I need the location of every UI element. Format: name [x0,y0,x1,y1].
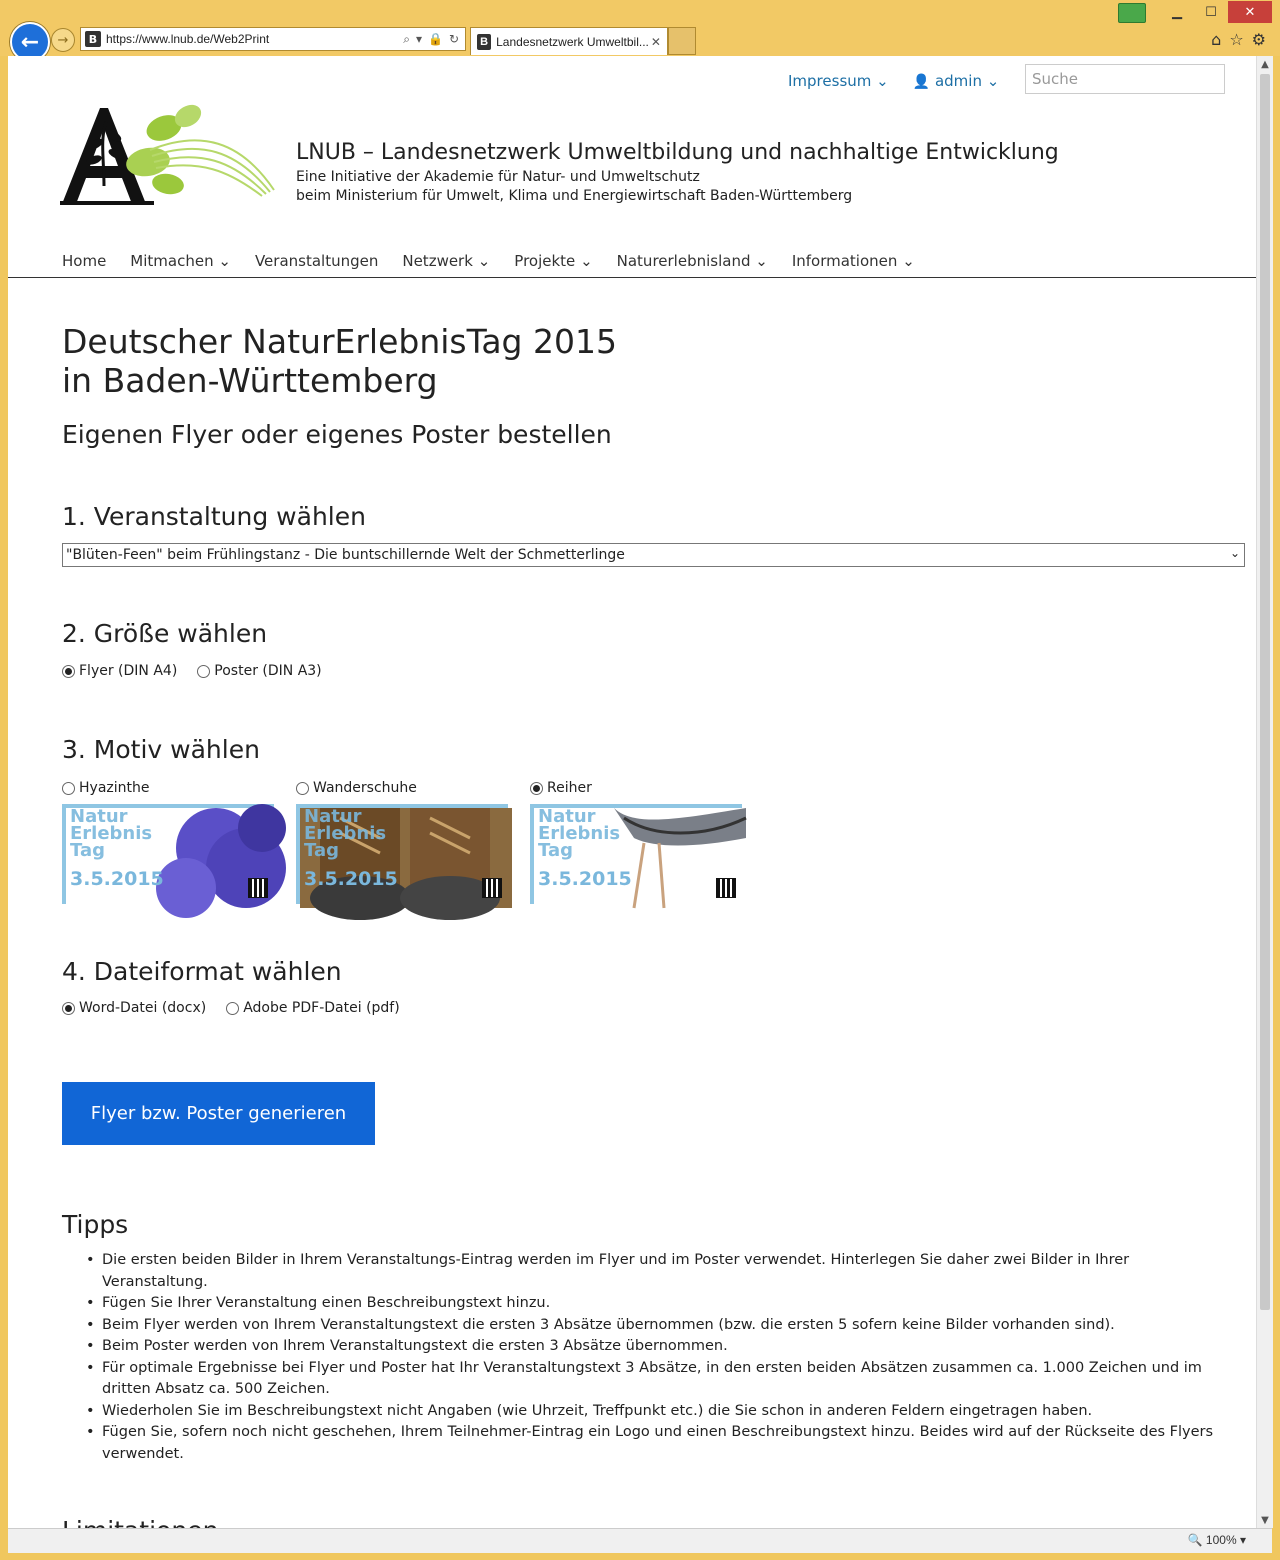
page-viewport [8,56,1256,1528]
nav-naturerlebnisland-label: Naturerlebnisland [616,252,751,270]
window-controls [1160,0,1272,24]
forward-button[interactable] [51,28,75,52]
list-item: • Für optimale Ergebnisse bei Flyer und Poster hat Ihr Veranstaltungstext 3 Absätze, in den ersten beiden Absätzen zusammen ca. 1.000 Zeichen und im dritten Absatz ca. 500 Zeichen. [84,1358,1214,1401]
lock-icon[interactable]: 🔒 [427,31,443,46]
top-links [788,72,999,90]
motif-wanderschuhe[interactable] [296,780,512,904]
arrow-left-icon: ← [20,29,40,55]
motif-overlay-title [304,808,386,859]
minimize-icon[interactable]: ▁ [1172,4,1182,20]
step1-heading: 1. Veranstaltung wählen [62,502,366,531]
site-subtitle-line1: Eine Initiative der Akademie für Natur- und Umweltschutz [296,169,700,185]
list-item: • Wiederholen Sie im Beschreibungstext nicht Angaben (wie Uhrzeit, Treffpunkt etc.) die Sie schon in anderen Feldern eingetragen haben. [84,1401,1214,1423]
tab-favicon-icon: B [477,34,491,50]
list-item: • Beim Poster werden von Ihrem Veranstaltungstext die ersten 3 Absätze übernommen. [84,1336,1214,1358]
list-item: • Fügen Sie, sofern noch nicht geschehen, Ihrem Teilnehmer-Eintrag ein Logo und einen Beschreibungstext hinzu. Beides wird auf der Rückseite des Flyers verwendet. [84,1422,1214,1465]
size-option-poster-label: Poster (DIN A3) [214,663,322,679]
list-item: • Die ersten beiden Bilder in Ihrem Veranstaltungs-Eintrag werden im Flyer und im Poster verwendet. Hinterlegen Sie daher zwei Bilder in Ihrer Veranstaltung. [84,1250,1214,1293]
motif-reiher-image[interactable] [530,804,742,904]
step4-heading: 4. Dateiformat wählen [62,957,342,986]
tab-title: Landesnetzwerk Umweltbil... [496,34,649,49]
scroll-down-icon[interactable]: ▼ [1261,1514,1269,1526]
motif-reiher[interactable] [530,780,746,904]
radio-hyazinthe[interactable] [62,782,75,795]
qr-code-icon [482,878,502,898]
radio-poster[interactable] [197,665,210,678]
page-title [62,322,617,400]
chevron-down-icon: ⌄ [902,252,915,270]
overlay-line2: Erlebnis [70,823,153,844]
overlay-line1: Natur [304,806,362,827]
refresh-icon[interactable]: ↻ [448,31,459,46]
site-favicon-icon: B [85,31,101,47]
chevron-down-icon: ⌄ [580,252,593,270]
size-option-flyer-label: Flyer (DIN A4) [79,663,178,679]
chevron-down-icon: ⌄ [876,72,889,90]
dropdown-icon[interactable]: ▾ [415,31,422,46]
step2-heading: 2. Größe wählen [62,619,268,648]
chevron-down-icon: ▾ [1239,1533,1246,1547]
size-option-poster[interactable] [197,663,321,679]
scroll-thumb[interactable] [1260,74,1270,1310]
url-text[interactable]: https://www.lnub.de/Web2Print [106,32,270,46]
nav-netzwerk[interactable] [402,252,490,270]
favorites-star-icon[interactable]: ☆ [1229,30,1244,49]
maximize-icon[interactable]: ☐ [1205,4,1217,20]
overlay-line2: Erlebnis [538,823,621,844]
event-select-value: "Blüten-Feen" beim Frühlingstanz - Die buntschillernde Welt der Schmetterlinge [66,547,625,563]
impressum-label: Impressum [788,72,872,90]
settings-gear-icon[interactable]: ⚙ [1251,30,1266,49]
vertical-scrollbar[interactable] [1256,56,1273,1528]
overlay-line1: Natur [538,806,596,827]
qr-code-icon [248,878,268,898]
arrow-right-icon: → [57,32,69,48]
motif-hyazinthe-label: Hyazinthe [79,780,150,796]
format-option-pdf-label: Adobe PDF-Datei (pdf) [243,1000,400,1016]
motif-overlay-title [538,808,620,859]
nav-divider [8,277,1256,278]
nav-netzwerk-label: Netzwerk [402,252,473,270]
motif-option-reiher[interactable] [530,780,746,796]
tipps-list [84,1250,1214,1465]
motif-overlay-date: 3.5.2015 [304,868,398,890]
format-option-docx-label: Word-Datei (docx) [79,1000,207,1016]
printer-tray-icon[interactable] [1118,3,1146,23]
user-icon: 👤 [912,74,931,90]
overlay-line3: Tag [70,840,105,861]
nav-projekte-label: Projekte [514,252,576,270]
radio-docx[interactable] [62,1002,75,1015]
chevron-down-icon: ⌄ [477,252,491,270]
motif-overlay-title [70,808,152,859]
motif-wanderschuhe-label: Wanderschuhe [313,780,417,796]
home-icon[interactable]: ⌂ [1211,30,1222,49]
address-bar[interactable] [80,27,466,51]
motif-option-hyazinthe[interactable] [62,780,278,796]
nav-projekte[interactable] [514,252,592,270]
search-icon[interactable]: ⌕ [403,31,410,46]
chevron-down-icon: ⌄ [986,72,1000,90]
motif-wanderschuhe-image[interactable] [296,804,508,904]
browser-chrome [0,0,1280,56]
motif-reiher-label: Reiher [547,780,592,796]
generate-button[interactable]: Flyer bzw. Poster generieren [62,1082,375,1145]
chevron-down-icon: ⌄ [755,252,768,270]
site-title: LNUB – Landesnetzwerk Umweltbildung und nachhaltige Entwicklung [296,140,1059,165]
nav-informationen-label: Informationen [791,252,898,270]
qr-code-icon [716,878,736,898]
format-option-pdf[interactable] [226,1000,400,1016]
zoom-level: 100% [1205,1533,1237,1547]
nav-home[interactable]: Home [62,252,107,270]
close-window-icon[interactable]: ✕ [1228,1,1272,23]
radio-wanderschuhe[interactable] [296,782,309,795]
step3-heading: 3. Motiv wählen [62,735,260,764]
radio-pdf[interactable] [226,1002,239,1015]
motif-overlay-date: 3.5.2015 [538,868,632,890]
overlay-line2: Erlebnis [304,823,387,844]
nav-veranstaltungen[interactable]: Veranstaltungen [254,252,379,270]
chevron-down-icon: ⌄ [218,252,231,270]
page-title-line1: Deutscher NaturErlebnisTag 2015 [62,322,617,361]
event-select[interactable] [62,543,1245,567]
motif-hyazinthe[interactable] [62,780,278,904]
tipps-heading: Tipps [62,1210,129,1239]
chevron-down-icon: ⌄ [1229,546,1240,560]
zoom-control[interactable] [1188,1533,1246,1547]
zoom-icon: 🔍 [1187,1533,1203,1547]
size-option-flyer[interactable] [62,663,177,679]
status-bar [8,1528,1272,1553]
nav-informationen[interactable] [792,252,915,270]
site-subtitle-line2: beim Ministerium für Umwelt, Klima und Energiewirtschaft Baden-Württemberg [296,188,853,204]
size-options [62,663,322,679]
admin-label: admin [934,72,982,90]
overlay-line1: Natur [70,806,128,827]
overlay-line3: Tag [304,840,339,861]
motif-option-wanderschuhe[interactable] [296,780,512,796]
nav-mitmachen-label: Mitmachen [130,252,214,270]
radio-reiher[interactable] [530,782,543,795]
list-item: • Beim Flyer werden von Ihrem Veranstaltungstext die ersten 3 Absätze übernommen (bzw. die ersten 5 sofern keine Bilder vorhanden sind). [84,1315,1214,1337]
site-subtitle [296,168,852,206]
scroll-up-icon[interactable]: ▲ [1261,58,1269,70]
nav-mitmachen[interactable] [130,252,231,270]
format-option-docx[interactable] [62,1000,206,1016]
main-nav [62,252,915,270]
search-input[interactable] [1025,64,1225,94]
overlay-line3: Tag [538,840,573,861]
site-logo [60,100,276,210]
admin-menu[interactable] [913,72,1000,90]
motif-overlay-date: 3.5.2015 [70,868,164,890]
page-subtitle: Eigenen Flyer oder eigenes Poster bestellen [62,420,612,449]
motif-hyazinthe-image[interactable] [62,804,274,904]
browser-tab[interactable] [470,27,668,55]
impressum-link[interactable] [788,72,889,90]
format-options [62,1000,400,1016]
tab-close-icon[interactable]: ✕ [650,34,661,49]
new-tab-button[interactable] [668,27,696,55]
page-title-line2: in Baden-Württemberg [62,361,438,400]
nav-naturerlebnisland[interactable] [617,252,768,270]
radio-flyer[interactable] [62,665,75,678]
list-item: • Fügen Sie Ihrer Veranstaltung einen Beschreibungstext hinzu. [84,1293,1214,1315]
